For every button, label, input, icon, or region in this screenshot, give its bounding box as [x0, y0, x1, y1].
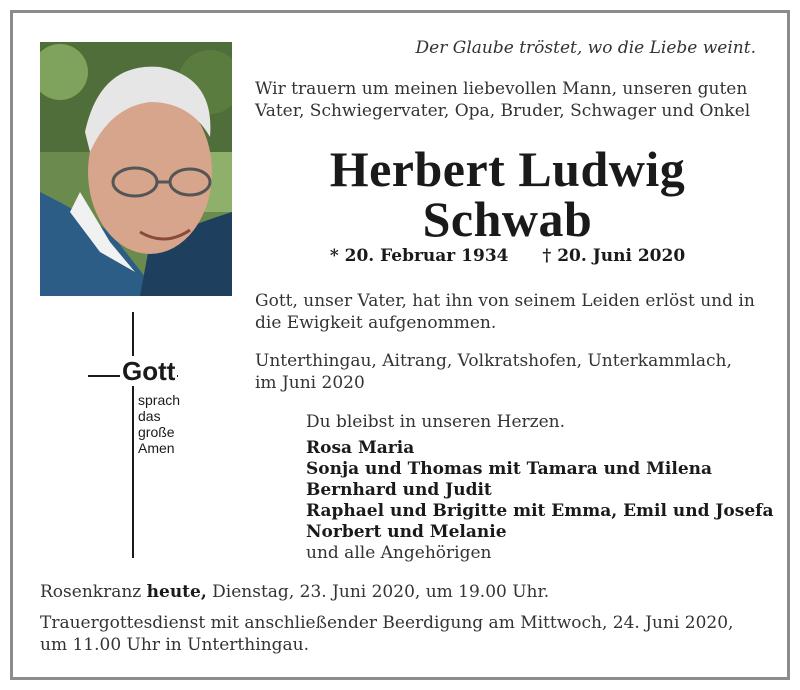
rosenkranz-rest: Dienstag, 23. Juni 2020, um 19.00 Uhr. [206, 582, 550, 602]
name-line: Schwab [422, 191, 593, 247]
birth-date: * 20. Februar 1934 [329, 246, 509, 266]
family-member: Rosa Maria [306, 438, 415, 458]
family-member: Raphael und Brigitte mit Emma, Emil und Josefa [306, 501, 774, 521]
family-member: Norbert und Melanie [306, 522, 507, 542]
deceased-name [255, 141, 760, 247]
cross-vertical [132, 312, 134, 558]
funeral-info [40, 612, 770, 656]
intro-line: Vater, Schwiegervater, Opa, Bruder, Schwager und Onkel [255, 101, 751, 121]
cross-subtext-line: große [138, 424, 175, 440]
name-line: Herbert Ludwig [329, 141, 686, 197]
cross-subtext-line: Amen [138, 440, 175, 456]
family-member: Sonja und Thomas mit Tamara und Milena [306, 459, 713, 479]
family-member: Bernhard und Judit [306, 480, 492, 500]
portrait-photo [40, 42, 232, 296]
family-list [306, 438, 773, 564]
intro-text [255, 78, 760, 122]
cross-subtext-line: sprach [138, 392, 181, 408]
death-date: † 20. Juni 2020 [542, 246, 686, 266]
herzen-line: Du bleibst in unseren Herzen. [306, 412, 566, 432]
paragraph-line: Unterthingau, Aitrang, Volkratshofen, Unterkammlach, [255, 351, 732, 371]
family-tail: und alle Angehörigen [306, 543, 492, 563]
cross-word: Gott [122, 356, 176, 386]
paragraph-line: im Juni 2020 [255, 373, 365, 393]
rosenkranz-prefix: Rosenkranz [40, 582, 147, 602]
rosenkranz-bold: heute, [146, 582, 207, 602]
places-paragraph [255, 350, 765, 394]
intro-line: Wir trauern um meinen liebevollen Mann, unseren guten [255, 79, 748, 99]
funeral-line: um 11.00 Uhr in Unterthingau. [40, 635, 309, 655]
paragraph-line: die Ewigkeit aufgenommen. [255, 313, 497, 333]
cross-subtext-line: das [138, 408, 161, 424]
paragraph-line: Gott, unser Vater, hat ihn von seinem Leiden erlöst und in [255, 291, 755, 311]
faith-paragraph [255, 290, 765, 334]
funeral-line: Trauergottesdienst mit anschließender Beerdigung am Mittwoch, 24. Juni 2020, [40, 613, 734, 633]
life-dates [255, 246, 760, 266]
rosenkranz-info [40, 582, 549, 602]
cross-subtext [138, 392, 180, 456]
motto: Der Glaube tröstet, wo die Liebe weint. [415, 38, 756, 58]
